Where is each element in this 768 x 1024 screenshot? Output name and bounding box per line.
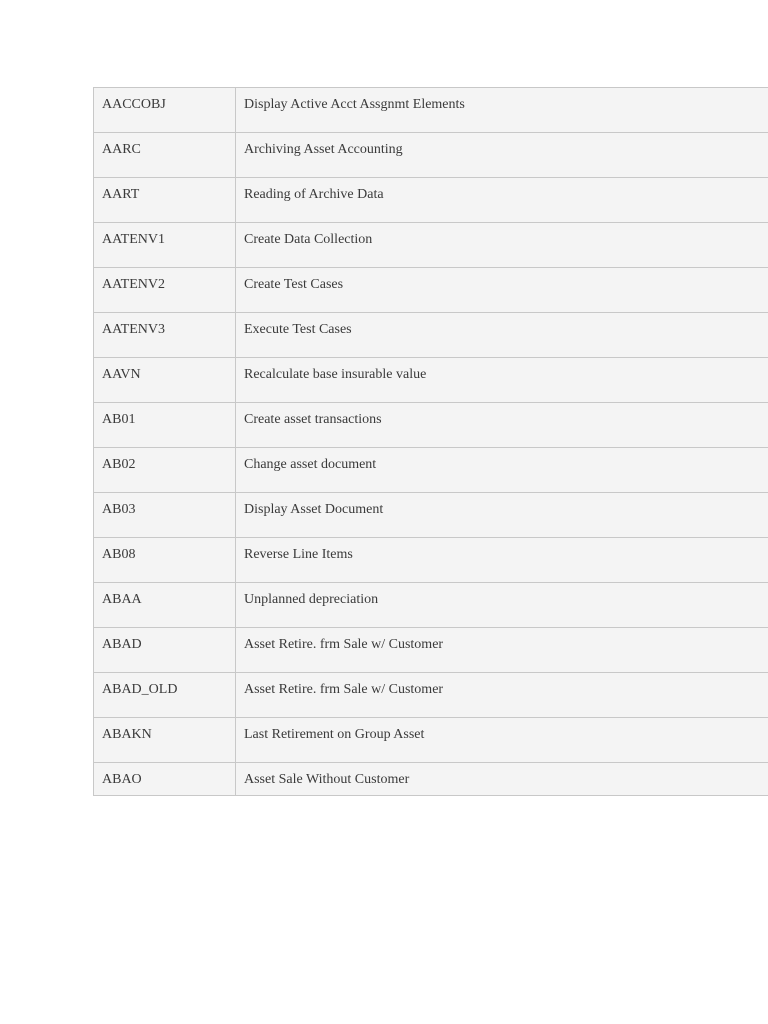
transaction-code-cell: AART (94, 178, 236, 223)
transaction-description-cell: Display Asset Document (236, 493, 768, 538)
table-row (94, 178, 768, 223)
table-row (94, 763, 768, 796)
transaction-code-cell: ABAD_OLD (94, 673, 236, 718)
transaction-description-cell: Execute Test Cases (236, 313, 768, 358)
table-row (94, 223, 768, 268)
transaction-code-cell: ABAO (94, 763, 236, 796)
transaction-description-cell: Create Data Collection (236, 223, 768, 268)
transaction-code-cell: AB01 (94, 403, 236, 448)
transaction-description-cell: Recalculate base insurable value (236, 358, 768, 403)
transaction-description-cell: Asset Retire. frm Sale w/ Customer (236, 628, 768, 673)
table-row (94, 268, 768, 313)
table-row (94, 358, 768, 403)
transaction-code-cell: AACCOBJ (94, 88, 236, 133)
table-row (94, 448, 768, 493)
table-row (94, 538, 768, 583)
table-row (94, 403, 768, 448)
table-row (94, 673, 768, 718)
table-row (94, 628, 768, 673)
transaction-description-cell: Change asset document (236, 448, 768, 493)
transaction-description-cell: Unplanned depreciation (236, 583, 768, 628)
transaction-description-cell: Reading of Archive Data (236, 178, 768, 223)
transaction-code-cell: AATENV2 (94, 268, 236, 313)
transaction-code-cell: AB02 (94, 448, 236, 493)
transaction-description-cell: Asset Retire. frm Sale w/ Customer (236, 673, 768, 718)
transaction-description-cell: Reverse Line Items (236, 538, 768, 583)
table-row (94, 718, 768, 763)
transaction-code-cell: ABAA (94, 583, 236, 628)
table-row (94, 88, 768, 133)
transaction-code-cell: AATENV1 (94, 223, 236, 268)
transaction-code-cell: AB08 (94, 538, 236, 583)
transaction-code-table (93, 87, 768, 796)
table-row (94, 583, 768, 628)
transaction-code-cell: ABAKN (94, 718, 236, 763)
transaction-description-cell: Asset Sale Without Customer (236, 763, 768, 796)
transaction-description-cell: Archiving Asset Accounting (236, 133, 768, 178)
transaction-description-cell: Create asset transactions (236, 403, 768, 448)
transaction-code-cell: ABAD (94, 628, 236, 673)
table-row (94, 313, 768, 358)
transaction-code-cell: AB03 (94, 493, 236, 538)
transaction-description-cell: Last Retirement on Group Asset (236, 718, 768, 763)
transaction-code-cell: AAVN (94, 358, 236, 403)
transaction-code-cell: AATENV3 (94, 313, 236, 358)
table-row (94, 133, 768, 178)
table-row (94, 493, 768, 538)
transaction-description-cell: Create Test Cases (236, 268, 768, 313)
transaction-code-cell: AARC (94, 133, 236, 178)
transaction-description-cell: Display Active Acct Assgnmt Elements (236, 88, 768, 133)
